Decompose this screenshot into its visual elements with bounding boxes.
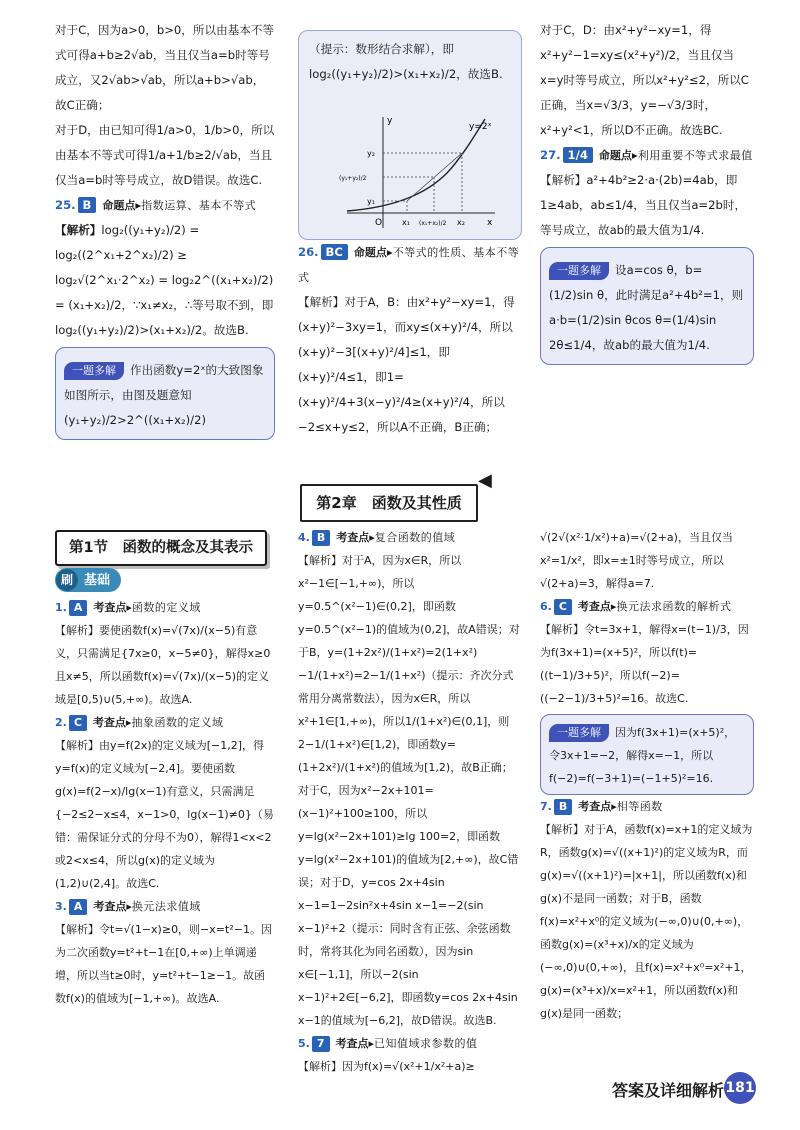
- tag-point: 相等函数: [616, 800, 663, 813]
- box-heading: 一题多解: [549, 724, 609, 742]
- question-number: 25.: [55, 198, 76, 212]
- solution-text: [55, 218, 275, 343]
- tag-label: 考查点: [336, 531, 370, 544]
- question-number: 3.: [55, 900, 67, 913]
- x2-label: x₂: [457, 218, 465, 227]
- tag-label: 考查点: [93, 900, 127, 913]
- box-heading: 一题多解: [549, 262, 609, 280]
- question-number: 26.: [298, 245, 319, 259]
- question-number: 27.: [540, 148, 561, 162]
- answer-badge: B: [312, 530, 330, 546]
- level-badge: [55, 568, 121, 592]
- question-26: 26. BC 命题点▸不等式的性质、基本不等式: [298, 245, 520, 284]
- answer-badge: C: [554, 599, 572, 615]
- question-number: 7.: [540, 800, 552, 813]
- question-number: 5.: [298, 1037, 310, 1050]
- solution-text: 【解析】对于A，因为x∈R，所以x²−1∈[−1,+∞)，所以y=0.5^(x²−1)∈(0,2]，即函数y=0.5^(x²−1)的值域为(0,2]，故A错误；对于B，y=(1+2x²)/(1+x²)=2(1+x²)−1/(1+x²)=2−1/(1+x²)（提示：齐次分式常用分离常数法），因为x∈R，所以x²+1∈[1,+∞)，所以1/(1+x²)∈(0,1]，则2−1/(1+x²)∈[1,2)，即函数y=(1+2x²)/(1+x²)的值域为[1,2)，故B正确；对于C，因为x²−2x+101=(x−1)²+100≥100，所以y=lg(x²−2x+101)≥lg 100=2，即函数y=lg(x²−2x+101)的值域为[2,+∞)，故C错误；对于D，y=cos 2x+4sin x−1=1−2sin²x+4sin x−1=−2(sin x−1)²+2（提示：同时含有正弦、余弦函数时，常将其化为同名函数），因为sin x∈[−1,1]，所以−2(sin x−1)²+2∈[−6,2]，即函数y=cos 2x+4sin x−1的值域为[−6,2]，故D错误。故选B.: [298, 554, 520, 1027]
- exponential-graph: [337, 113, 499, 231]
- solution-text: 【解析】a²+4b²≥2·a·(2b)=4ab，即1≥4ab，ab≤1/4，当且仅当a=2b时，等号成立，故ab的最大值为1/4.: [540, 173, 747, 237]
- box-heading: 一题多解: [64, 362, 124, 380]
- hint-text: （提示：数形结合求解），即log₂((y₁+y₂)/2)>(x₁+x₂)/2，故选B.: [309, 42, 503, 81]
- answer-badge: 1/4: [563, 147, 593, 163]
- answer-badge: A: [69, 600, 88, 616]
- tag-label: 考查点: [335, 1037, 369, 1050]
- tag-point: 函数的定义域: [131, 601, 201, 614]
- tag-label: 命题点: [353, 246, 387, 259]
- alternative-solution-box: [55, 347, 275, 440]
- xm-label: (x₁+x₂)/2: [419, 220, 447, 227]
- tag-point: 复合函数的值域: [374, 531, 456, 544]
- solution-text: 【解析】令t=√(1−x)≥0，则−x=t²−1。因为二次函数y=t²+t−1在[0,+∞)上单调递增，所以当t≥0时，y=t²+t−1≥−1。故函数f(x)的值域为[−1,+∞)。故选A.: [55, 923, 272, 1005]
- question-5: 5. 7 考查点▸已知值域求参数的值: [298, 1037, 478, 1050]
- x-axis-label: x: [487, 218, 493, 228]
- level-label: 基础: [84, 573, 111, 588]
- tag-label: 考查点: [577, 600, 611, 613]
- question-1: 1. A 考查点▸函数的定义域: [55, 601, 201, 614]
- tag-point: 换元法求函数的解析式: [616, 600, 732, 613]
- tag-point: 利用重要不等式求最值: [637, 149, 753, 162]
- solution-label: 【解析】: [55, 223, 102, 237]
- question-number: 2.: [55, 716, 67, 729]
- question-27: 27. 1/4 命题点▸利用重要不等式求最值: [540, 148, 753, 162]
- top-left-column: [55, 18, 275, 440]
- tag-point: 指数运算、基本不等式: [141, 199, 257, 212]
- answer-badge: BC: [321, 244, 348, 260]
- top-middle-column: [298, 240, 520, 440]
- chapter-arrow-icon: ◀: [478, 470, 492, 491]
- question-25: 25. B 命题点▸指数运算、基本不等式: [55, 198, 257, 212]
- question-7: 7. B 考查点▸相等函数: [540, 800, 663, 813]
- page-number: 181: [724, 1072, 756, 1104]
- chapter-title: 第2章 函数及其性质: [300, 484, 478, 522]
- question-number: 1.: [55, 601, 67, 614]
- solution-text: 【解析】对于A，B：由x²+y²−xy=1，得(x+y)²−3xy=1，而xy≤(x+y)²/4，所以(x+y)²−3[(x+y)²/4]≤1，即(x+y)²/4≤1，即1=(x+y)²/4+3(x−y)²/4≥(x+y)²/4，所以−2≤x+y≤2，所以A不正确，B正确；: [298, 295, 515, 434]
- alternative-solution-box: [540, 247, 754, 365]
- alternative-solution-box: [540, 714, 754, 795]
- bottom-middle-column: [298, 526, 520, 1078]
- question-4: 4. B 考查点▸复合函数的值域: [298, 531, 456, 544]
- answer-badge: C: [69, 715, 87, 731]
- bottom-left-column: [55, 596, 275, 1010]
- footer-title: 答案及详细解析: [612, 1081, 725, 1100]
- tag-point: 不等式的性质、基本不等式: [298, 246, 520, 284]
- bottom-right-column: [540, 526, 754, 1025]
- y1-label: y₁: [367, 197, 375, 206]
- origin-label: O: [375, 218, 383, 228]
- y-axis-label: y: [387, 116, 393, 126]
- solution-text: 【解析】令t=3x+1，解得x=(t−1)/3，因为f(3x+1)=(x+5)²，所以f(t)=((t−1)/3+5)²，所以f(−2)=((−2−1)/3+5)²=16。故选C.: [540, 623, 749, 705]
- answer-badge: B: [554, 799, 572, 815]
- top-right-column: [540, 18, 754, 365]
- x1-label: x₁: [402, 218, 410, 227]
- section-title: 第1节 函数的概念及其表示: [55, 530, 267, 566]
- question-2: 2. C 考查点▸抽象函数的定义域: [55, 716, 224, 729]
- paragraph: 对于C，因为a>0，b>0，所以由基本不等式可得a+b≥2√ab，当且仅当a=b时等号成立，又2√ab>√ab，所以a+b>√ab，故C正确；: [55, 23, 275, 112]
- box-body: 设a=cos θ，b=(1/2)sin θ，此时满足a²+4b²=1，则a·b=(1/2)sin θcos θ=(1/4)sin 2θ≤1/4，故ab的最大值为1/4.: [549, 263, 744, 352]
- tag-label: 命题点: [598, 149, 632, 162]
- question-number: 4.: [298, 531, 310, 544]
- solution-body: log₂((y₁+y₂)/2) = log₂((2^x₁+2^x₂)/2) ≥ log₂√(2^x₁·2^x₂) = log₂2^((x₁+x₂)/2) = (x₁+x₂)/2，∵x₁≠x₂，∴等号取不到，即log₂((y₁+y₂)/2)>(x₁+x₂)/2。故选B.: [55, 223, 274, 337]
- tag-point: 抽象函数的定义域: [131, 716, 224, 729]
- solution-text: 【解析】要使函数f(x)=√(7x)/(x−5)有意义，只需满足{7x≥0，x−5≠0}，解得x≥0且x≠5，所以函数f(x)=√(7x)/(x−5)的定义域是[0,5)∪(5,+∞)。故选A.: [55, 624, 271, 706]
- answer-badge: B: [78, 197, 97, 213]
- hint-graph-card: [298, 30, 522, 240]
- tag-point: 换元法求值域: [131, 900, 201, 913]
- level-glyph: 刷: [56, 569, 78, 591]
- question-3: 3. A 考查点▸换元法求值域: [55, 900, 201, 913]
- solution-text: 【解析】对于A，函数f(x)=x+1的定义域为R，函数g(x)=√((x+1)²)的定义域为R，而g(x)=√((x+1)²)=|x+1|，所以函数f(x)和g(x)不是同一函数；对于B，函数f(x)=x²+x⁰的定义域为(−∞,0)∪(0,+∞)，函数g(x)=(x³+x)/x的定义域为(−∞,0)∪(0,+∞)，且f(x)=x²+x⁰=x²+1，g(x)=(x³+x)/x=x²+1，所以函数f(x)和g(x)是同一函数；: [540, 823, 753, 1020]
- y2-label: y₂: [367, 149, 375, 158]
- box-body: 因为f(3x+1)=(x+5)²，令3x+1=−2，解得x=−1，所以f(−2)=f(−3+1)=(−1+5)²=16.: [549, 726, 736, 785]
- tag-label: 考查点: [92, 716, 126, 729]
- tag-point: 已知值域求参数的值: [374, 1037, 478, 1050]
- solution-text: 【解析】因为f(x)=√(x²+1/x²+a)≥: [298, 1060, 475, 1073]
- answer-badge: A: [69, 899, 88, 915]
- curve-label: y=2ˣ: [469, 122, 492, 132]
- paragraph: 对于D，由已知可得1/a>0，1/b>0，所以由基本不等式可得1/a+1/b≥2/√ab，当且仅当a=b时等号成立，故D错误。故选C.: [55, 123, 275, 187]
- answer-badge: 7: [312, 1036, 330, 1052]
- tag-label: 考查点: [578, 800, 612, 813]
- solution-text: 【解析】由y=f(2x)的定义域为[−1,2]，得y=f(x)的定义域为[−2,4]。要使函数g(x)=f(2−x)/lg(x−1)有意义，只需满足{−2≤2−x≤4，x−1>0，lg(x−1)≠0}（易错：需保证分式的分母不为0），解得1<x<2或2<x≤4，所以g(x)的定义域为(1,2)∪(2,4]。故选C.: [55, 739, 274, 890]
- paragraph: √(2√(x²·1/x²)+a)=√(2+a)，当且仅当x²=1/x²，即x=±1时等号成立，所以√(2+a)=3，解得a=7.: [540, 531, 733, 590]
- box-body: 作出函数y=2ˣ的大致图象如图所示，由图及题意知(y₁+y₂)/2>2^((x₁+x₂)/2): [64, 363, 264, 427]
- paragraph: 对于C，D：由x²+y²−xy=1，得x²+y²−1=xy≤(x²+y²)/2，当且仅当x=y时等号成立，所以x²+y²≤2，所以C正确，当x=√3/3，y=−√3/3时，x²+y²<1，所以D不正确。故选BC.: [540, 23, 749, 137]
- ym-label: (y₁+y₂)/2: [339, 175, 367, 182]
- tag-label: 考查点: [93, 601, 127, 614]
- tag-label: 命题点: [102, 199, 136, 212]
- question-6: 6. C 考查点▸换元法求函数的解析式: [540, 600, 732, 613]
- question-number: 6.: [540, 600, 552, 613]
